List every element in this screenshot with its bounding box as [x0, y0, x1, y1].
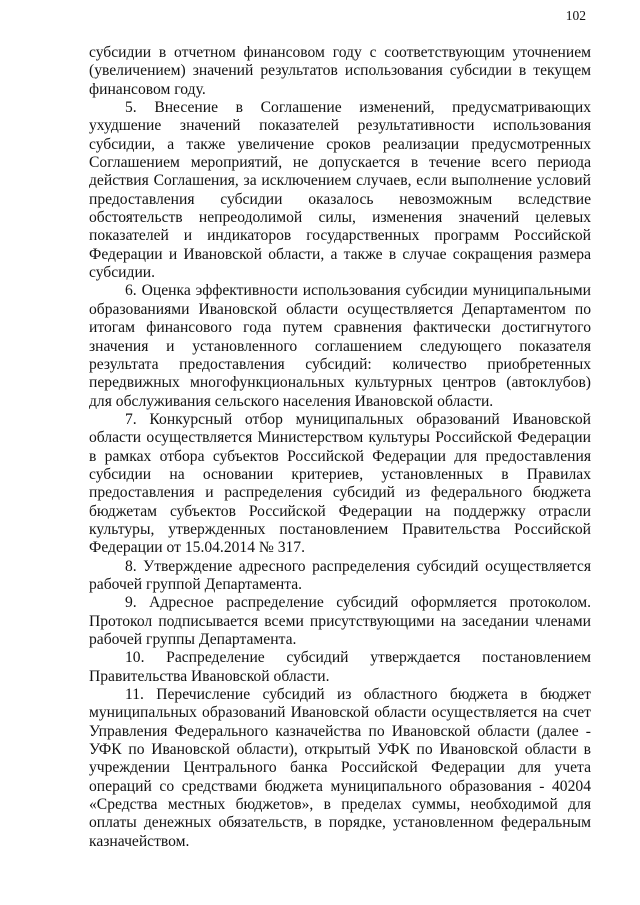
paragraph-continuation: субсидии в отчетном финансовом году с соответствующим уточнением (увеличением) значений результатов использования субсидии в текущем финансовом году. — [89, 44, 591, 98]
paragraph-5: 5. Внесение в Соглашение изменений, предусматривающих ухудшение значений показателей результативности использования субсидии, а также увеличение сроков реализации предусмотренных Соглашением мероприятий, не допускается в течение всего периода действия Соглашения, за исключением случаев, если выполнение условий предоставления субсидии оказалось невозможным вследствие обстоятельств непреодолимой силы, изменения значений целевых показателей и индикаторов государственных программ Российской Федерации и Ивановской области, а также в случае сокращения размера субсидии. — [89, 99, 591, 282]
paragraph-9: 9. Адресное распределение субсидий оформляется протоколом. Протокол подписывается всеми присутствующими на заседании членами рабочей группы Департамента. — [89, 594, 591, 648]
paragraph-7: 7. Конкурсный отбор муниципальных образований Ивановской области осуществляется Министерством культуры Российской Федерации в рамках отбора субъектов Российской Федерации для предоставления субсидии на основании критериев, установленных в Правилах предоставления и распределения субсидий из федерального бюджета бюджетам субъектов Российской Федерации на поддержку отрасли культуры, утвержденных постановлением Правительства Российской Федерации от 15.04.2014 № 317. — [89, 410, 591, 557]
document-body — [89, 44, 591, 851]
paragraph-8: 8. Утверждение адресного распределения субсидий осуществляется рабочей группой Департамента. — [89, 557, 591, 593]
paragraph-10: 10. Распределение субсидий утверждается постановлением Правительства Ивановской области. — [89, 649, 591, 685]
paragraph-6: 6. Оценка эффективности использования субсидии муниципальными образованиями Ивановской области осуществляется Департаментом по итогам финансового года путем сравнения фактически достигнутого значения и установленного соглашением следующего показателя результата предоставления субсидий: количество приобретенных передвижных многофункциональных культурных центров (автоклубов) для обслуживания сельского населения Ивановской области. — [89, 282, 591, 410]
paragraph-11: 11. Перечисление субсидий из областного бюджета в бюджет муниципальных образований Ивановской области осуществляется на счет Управления Федерального казначейства по Ивановской области (далее - УФК по Ивановской области), открытый УФК по Ивановской области в учреждении Центрального банка Российской Федерации для учета операций со средствами бюджета муниципального образования - 40204 «Средства местных бюджетов», в пределах суммы, необходимой для оплаты денежных обязательств, в порядке, установленном федеральным казначейством. — [89, 686, 591, 850]
page-number: 102 — [565, 8, 586, 23]
